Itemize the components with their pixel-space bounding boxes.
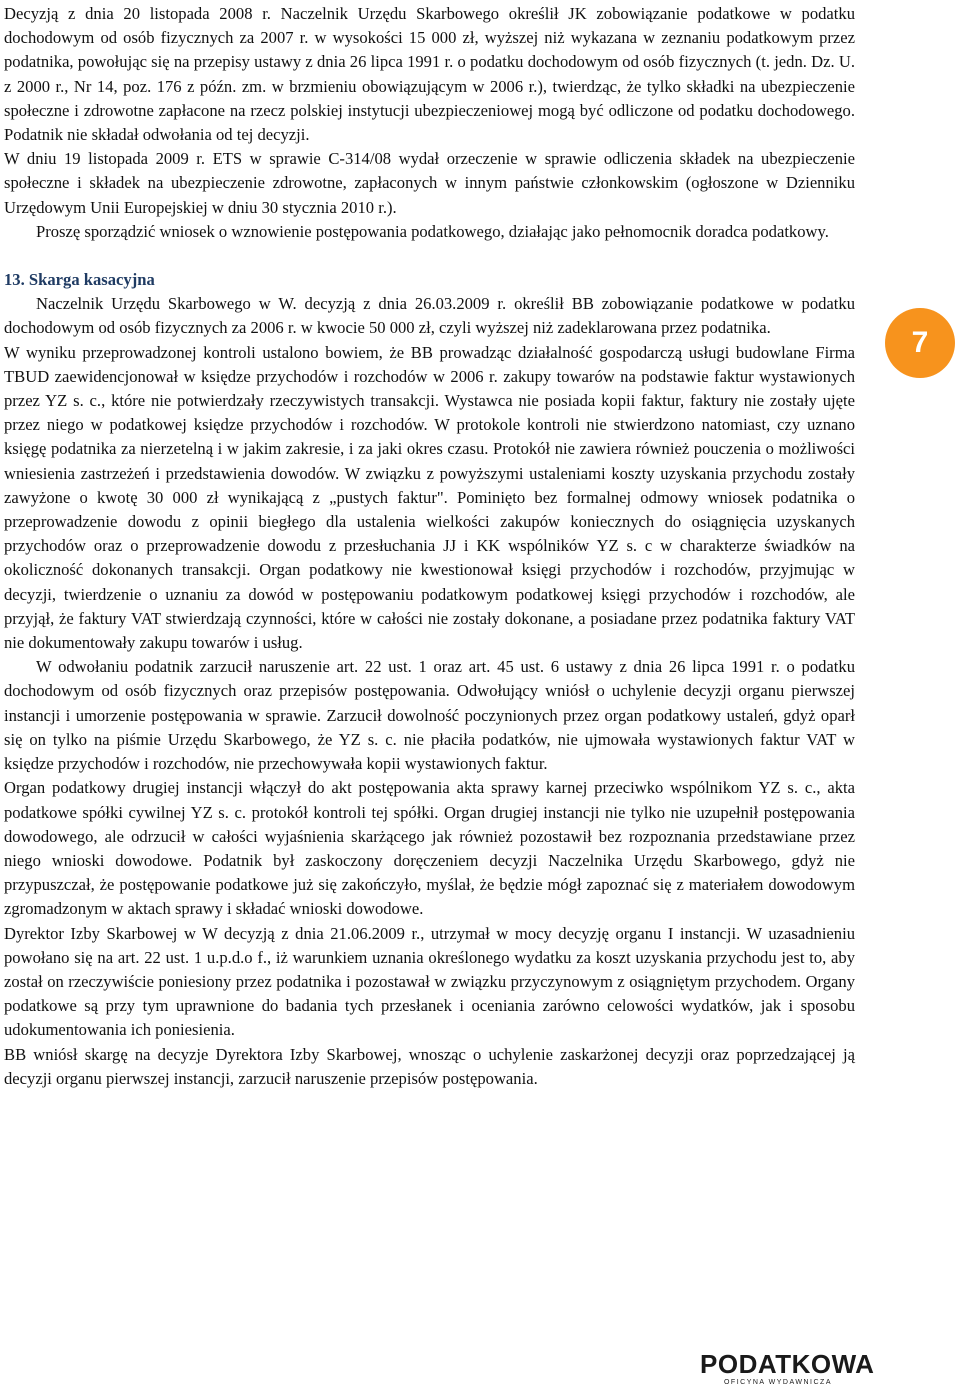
paragraph-complaint: BB wniósł skargę na decyzje Dyrektora Izby Skarbowej, wnosząc o uchylenie zaskarżonej decyzji oraz poprzedzającej ją decyzji organu pierwszej instancji, zarzucił naruszenie przepisów postępowania. — [4, 1044, 855, 1088]
publisher-logo — [700, 1349, 875, 1387]
section-number: 13. — [4, 270, 25, 290]
paragraph-decision-2008: Decyzją z dnia 20 listopada 2008 r. Naczelnik Urzędu Skarbowego określił JK zobowiązanie podatkowe w podatku dochodowym od osób fizycznych za 2007 r. w wysokości 15 000 zł, wyższej niż wykazana w zeznaniu podatkowym przez podatnika, powołując się na przepisy ustawy z dnia 26 lipca 1991 r. o podatku dochodowym od osób fizycznych (t. jedn. Dz. U. z 2000 r., Nr 14, poz. 176 z późn. zm. w brzmieniu obowiązującym w 2006 r.), twierdząc, że tylko składki na ubezpieczenie społeczne i zdrowotne zapłacone na rzecz polskiej instytucji ubezpieczeniowej mogą być odliczone od podatku dochodowego. Podatnik nie składał odwołania od tej decyzji. — [4, 4, 855, 145]
logo-tagline: OFICYNA WYDAWNICZA — [723, 1379, 833, 1386]
logo-name: PODATKOWA — [700, 1349, 875, 1379]
document-body — [4, 2, 855, 1091]
paragraph-director-decision: Dyrektor Izby Skarbowej w W decyzją z dnia 21.06.2009 r., utrzymał w mocy decyzję organu I instancji. W uzasadnieniu powołano się na art. 22 ust. 1 u.p.d.o f., iż warunkiem uznania określonego wydatku za koszt uzyskania przychodu jest to, aby został on rzeczywiście poniesiony przez podatnika i pozostawał w związku przyczynowym z osiągniętym przychodem. Organy podatkowe są przy tym uprawnione do badania tych przesłanek i oceniania zarówno celowości wydatków, jak i sposobu udokumentowania ich poniesienia. — [4, 923, 855, 1040]
section-heading — [4, 268, 855, 292]
paragraph-decision-2009: Naczelnik Urzędu Skarbowego w W. decyzją z dnia 26.03.2009 r. określił BB zobowiązanie podatkowe w podatku dochodowym od osób fizycznych za 2006 r. w kwocie 50 000 zł, czyli wyższej niż zadeklarowana przez podatnika. — [4, 294, 855, 338]
paragraph-appeal: W odwołaniu podatnik zarzucił naruszenie art. 22 ust. 1 oraz art. 45 ust. 6 ustawy z dnia 26 lipca 1991 r. o podatku dochodowym od osób fizycznych oraz przepisów postępowania. Odwołujący wniósł o uchylenie decyzji organu pierwszej instancji i umorzenie postępowania w sprawie. Zarzucił dowolność poczynionych przez organ podatkowy ustaleń, gdyż oparł się on tylko na piśmie Urzędu Skarbowego, że YZ s. c. nie płaciła podatków, nie ujmowała wystawionych faktur VAT w księdze przychodów i rozchodów, nie przechowywała kopii wystawionych faktur. — [4, 657, 855, 774]
paragraph-task-request: Proszę sporządzić wniosek o wznowienie postępowania podatkowego, działając jako pełnomocnik doradca podatkowy. — [36, 221, 829, 241]
paragraph-control-findings: W wyniku przeprowadzonej kontroli ustalono bowiem, że BB prowadząc działalność gospodarczą usługi budowlane Firma TBUD zaewidencjonował w księdze przychodów i rozchodów w 2006 r. zakupy towarów na podstawie faktur wystawionych przez YZ s. c., które nie potwierdzały rzeczywistych transakcji. Wystawca nie posiada kopii faktur, faktury nie zostały ujęte przez niego w podatkowej księdze przychodów i rozchodów. W protokole kontroli nie stwierdzono natomiast, czy uznano księgę podatnika za nierzetelną i w jakim zakresie, i za jaki okres czasu. Protokół nie zawiera również pouczenia o możliwości wniesienia zastrzeżeń i przedstawienia dowodów. W związku z powyższymi ustaleniami koszty uzyskania przychodu zostały zawyżone o kwotę 30 000 zł wynikającą z „pustych faktur". Pominięto bez formalnej odmowy wniosek podatnika o przeprowadzenie dowodu z opinii biegłego dla ustalenia wielkości zakupów koniecznych do osiągnięcia uzyskanych przychodów oraz o przeprowadzenie dowodu z przesłuchania JJ i KK wspólników YZ s. c w charakterze świadków na okoliczność dokonanych transakcji. Organ podatkowy nie kwestionował księgi przychodów i rozchodów, przyjmując w decyzji, twierdzenie o uznaniu za dowód w postępowaniu podatkowym podatkowej księgi przychodów i rozchodów, ale przyjął, że faktury VAT stwierdzają czynności, które w całości nie zostały dokonane, a posiadane przez podatnika faktury VAT nie dokumentowały zakupu towarów i usług. — [4, 342, 855, 653]
paragraph-ets-ruling: W dniu 19 listopada 2009 r. ETS w sprawie C-314/08 wydał orzeczenie w sprawie odliczenia składek na ubezpieczenie społeczne i składek na ubezpieczenie zdrowotne, zapłaconych w innym państwie członkowskim (ogłoszone w Dzienniku Urzędowym Unii Europejskiej w dniu 30 stycznia 2010 r.). — [4, 149, 855, 217]
paragraph-second-instance: Organ podatkowy drugiej instancji włączył do akt postępowania akta sprawy karnej przeciwko wspólnikom YZ s. c., akta podatkowe spółki cywilnej YZ s. c. protokół kontroli tej spółki. Organ drugiej instancji nie tylko nie uzupełnił postępowania dowodowego, ale odrzucił w całości wyjaśnienia skarżącego jak również pozostawił bez rozpoznania przedstawiane przez niego wnioski dowodowe. Podatnik był zaskoczony doręczeniem decyzji Naczelnika Urzędu Skarbowego, gdyż nie przypuszczał, że postępowanie podatkowe już się zakończyło, myślał, że będzie mógł zapoznać się z materiałem dowodowym zgromadzonym w aktach sprawy i składać wnioski dowodowe. — [4, 778, 855, 919]
section-title: Skarga kasacyjna — [28, 270, 155, 290]
page-number-badge: 7 — [885, 308, 955, 378]
